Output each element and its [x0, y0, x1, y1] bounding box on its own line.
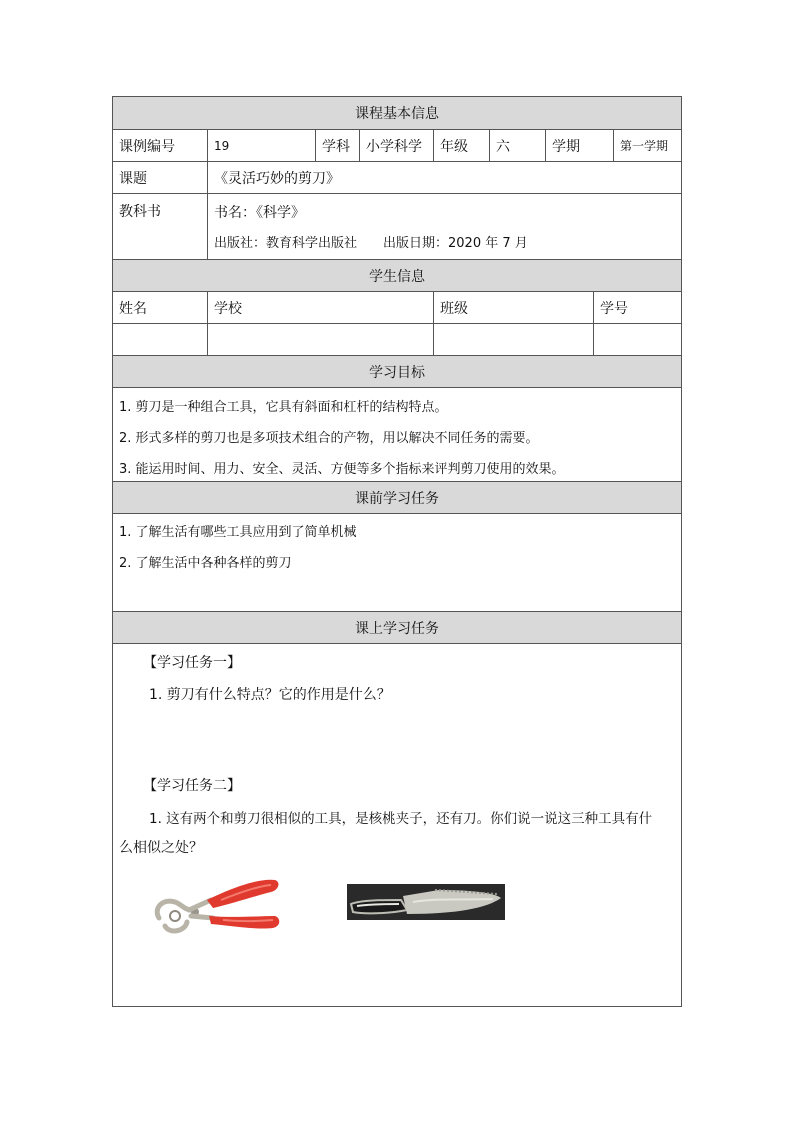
grade-value: 六	[489, 130, 545, 161]
section-student-info	[113, 259, 681, 291]
topic-value: 《灵活巧妙的剪刀》	[207, 162, 681, 193]
class-tasks-body	[113, 643, 681, 1006]
goal-item: 1. 剪刀是一种组合工具，它具有斜面和杠杆的结构特点。	[119, 400, 448, 415]
task2-title: 【学习任务二】	[143, 778, 241, 794]
topic-label: 课题	[119, 170, 147, 187]
goal-item: 3. 能运用时间、用力、安全、灵活、方便等多个指标来评判剪刀使用的效果。	[119, 462, 565, 477]
subject-value: 小学科学	[359, 130, 433, 161]
row-topic	[113, 161, 681, 193]
task1-title: 【学习任务一】	[143, 655, 241, 671]
class-label: 班级	[433, 292, 593, 323]
section-goals	[113, 355, 681, 387]
section-title: 学习目标	[369, 364, 425, 381]
row-case-info	[113, 129, 681, 161]
row-student-inputs	[113, 323, 681, 355]
case-no-label: 课例编号	[119, 138, 175, 155]
name-field[interactable]	[113, 324, 207, 355]
student-id-label: 学号	[593, 292, 683, 323]
section-pre-tasks	[113, 481, 681, 513]
case-no-value: 19	[207, 130, 315, 161]
term-value: 第一学期	[613, 130, 683, 161]
grade-label: 年级	[433, 130, 489, 161]
row-student-labels	[113, 291, 681, 323]
pre-task-item: 1. 了解生活有哪些工具应用到了简单机械	[119, 525, 357, 540]
goals-body	[113, 387, 681, 481]
section-basic-info	[113, 97, 681, 129]
school-field[interactable]	[207, 324, 433, 355]
student-id-field[interactable]	[593, 324, 683, 355]
nutcracker-image	[151, 866, 281, 938]
class-field[interactable]	[433, 324, 593, 355]
textbook-details	[207, 194, 681, 259]
task2-question-line1: 1. 这有两个和剪刀很相似的工具，是核桃夹子，还有刀。你们说一说这三种工具有什	[149, 811, 653, 827]
subject-label: 学科	[315, 130, 359, 161]
section-title: 课前学习任务	[355, 490, 439, 507]
knife-image	[347, 884, 505, 920]
task2-question-line2: 么相似之处？	[119, 840, 203, 856]
textbook-label: 教科书	[119, 204, 161, 220]
goal-item: 2. 形式多样的剪刀也是多项技术组合的产物，用以解决不同任务的需要。	[119, 431, 539, 446]
term-label: 学期	[545, 130, 613, 161]
pre-task-item: 2. 了解生活中各种各样的剪刀	[119, 556, 292, 571]
textbook-name: 书名：《科学》	[214, 205, 305, 221]
worksheet-table	[112, 96, 682, 1007]
section-class-tasks	[113, 611, 681, 643]
row-textbook	[113, 193, 681, 259]
section-title: 学生信息	[369, 268, 425, 285]
pre-tasks-body	[113, 513, 681, 611]
school-label: 学校	[207, 292, 433, 323]
task1-question: 1. 剪刀有什么特点？它的作用是什么？	[149, 687, 391, 703]
name-label: 姓名	[119, 300, 147, 317]
section-title: 课程基本信息	[355, 106, 439, 122]
textbook-publisher: 出版社：教育科学出版社 出版日期：2020 年 7 月	[214, 236, 528, 251]
section-title: 课上学习任务	[355, 620, 439, 637]
